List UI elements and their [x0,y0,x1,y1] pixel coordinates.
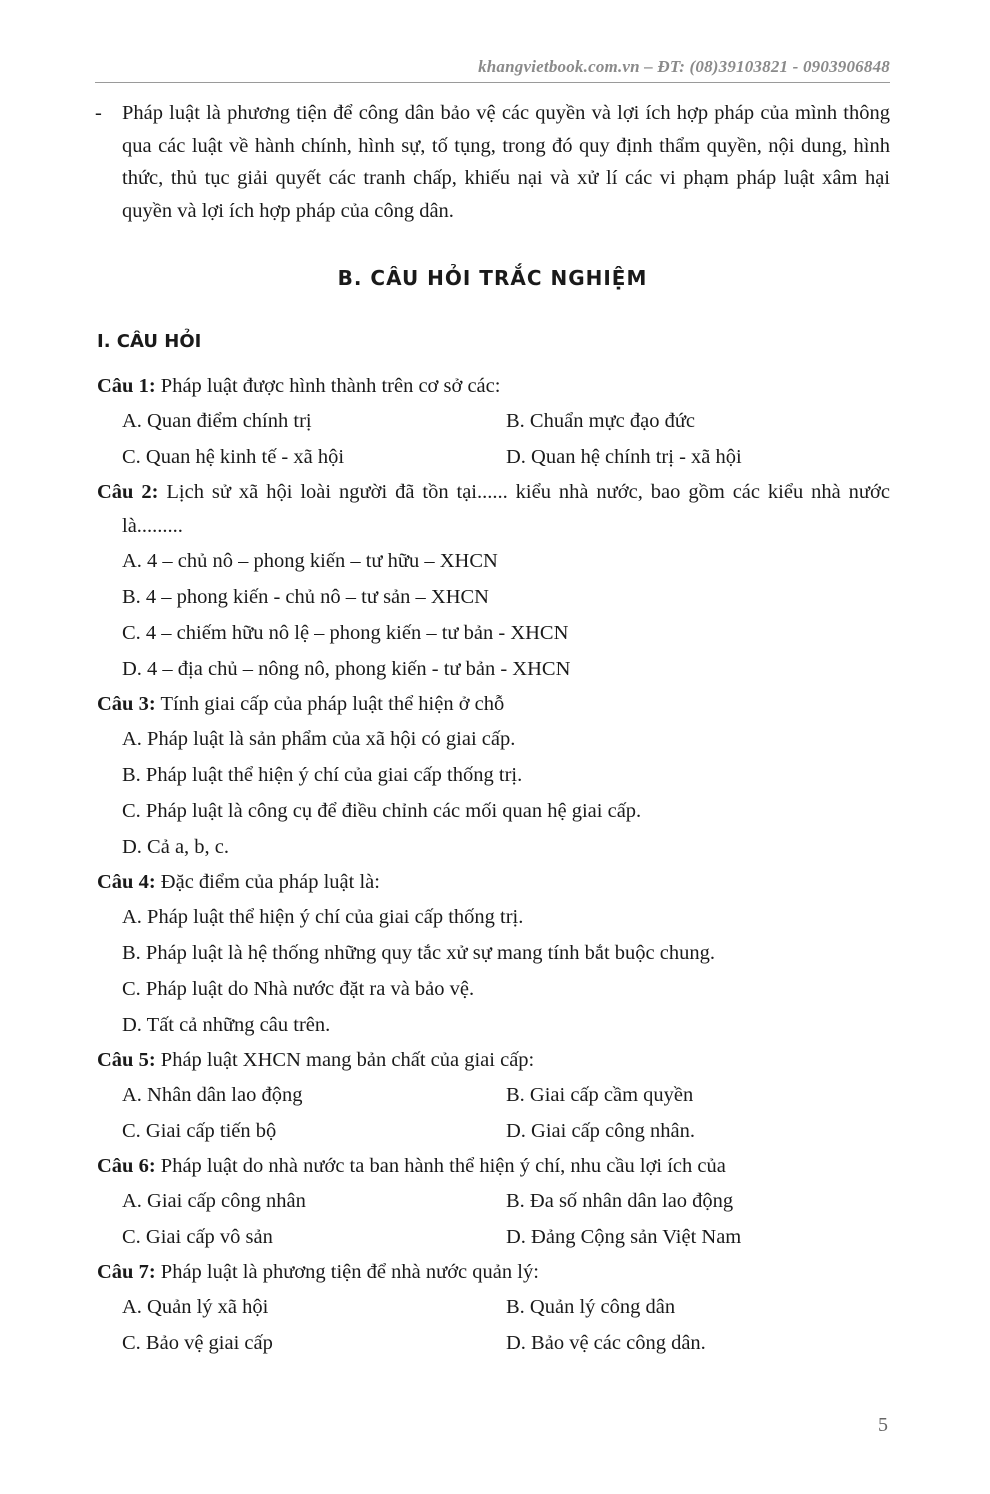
question-prompt [97,475,890,543]
page-header: khangvietbook.com.vn – ĐT: (08)39103821 - 0903906848 [478,57,890,76]
question-prompt [97,865,890,899]
question-7 [97,1255,890,1361]
question-text: Lịch sử xã hội loài người đã tồn tại...... kiểu nhà nước, bao gồm các kiểu nhà nước là......... [122,481,890,537]
question-3 [97,687,890,865]
question-label: Câu 5: [97,1049,156,1071]
option-c: C. Giai cấp tiến bộ [122,1120,277,1142]
option-a: A. 4 – chủ nô – phong kiến – tư hữu – XHCN [122,550,498,572]
option-c: C. Pháp luật do Nhà nước đặt ra và bảo vệ. [122,978,475,1000]
question-2 [97,475,890,687]
option-a: A. Pháp luật thể hiện ý chí của giai cấp thống trị. [122,906,524,928]
option-a: A. Nhân dân lao động [122,1084,303,1106]
option-d: D. Tất cả những câu trên. [122,1014,331,1036]
option-d: D. 4 – địa chủ – nông nô, phong kiến - tư bản - XHCN [122,658,571,680]
question-label: Câu 3: [97,693,156,715]
option-b: B. Chuẩn mực đạo đức [506,410,696,432]
intro-text: Pháp luật là phương tiện để công dân bảo vệ các quyền và lợi ích hợp pháp của mình thông qua các luật về hành chính, hình sự, tố tụng, trong đó quy định thẩm quyền, nội dung, hình thức, thủ tục giải quyết các tranh chấp, khiếu nại và xử lí các vi phạm pháp luật xâm hại quyền và lợi ích hợp pháp của công dân. [122,102,890,222]
question-4 [97,865,890,1043]
question-list [97,369,890,1361]
options [97,1183,890,1255]
question-text: Tính giai cấp của pháp luật thể hiện ở chỗ [160,693,505,715]
option-b: B. Đa số nhân dân lao động [506,1190,734,1212]
page-number: 5 [878,1414,888,1436]
option-b: B. 4 – phong kiến - chủ nô – tư sản – XHCN [122,586,489,608]
question-prompt [97,687,890,721]
bullet-dash: - [95,102,102,124]
option-a: A. Quan điểm chính trị [122,410,312,432]
options [97,543,890,687]
question-label: Câu 1: [97,375,156,397]
option-d: D. Bảo vệ các công dân. [506,1332,706,1354]
options [97,721,890,865]
question-prompt [97,1149,890,1183]
question-prompt [97,1255,890,1289]
subheading: I. CÂU HỎI [97,331,202,352]
option-b: B. Pháp luật thể hiện ý chí của giai cấp thống trị. [122,764,523,786]
question-5 [97,1043,890,1149]
question-prompt [97,369,890,403]
question-6 [97,1149,890,1255]
option-c: C. 4 – chiếm hữu nô lệ – phong kiến – tư bản - XHCN [122,622,569,644]
options [97,899,890,1043]
options [97,1077,890,1149]
question-prompt [97,1043,890,1077]
option-b: B. Quản lý công dân [506,1296,676,1318]
intro-paragraph [95,97,890,227]
question-label: Câu 2: [97,481,159,503]
option-d: D. Quan hệ chính trị - xã hội [506,446,742,468]
option-c: C. Giai cấp vô sản [122,1226,273,1248]
option-d: D. Giai cấp công nhân. [506,1120,695,1142]
option-b: B. Giai cấp cầm quyền [506,1084,694,1106]
option-b: B. Pháp luật là hệ thống những quy tắc xử sự mang tính bắt buộc chung. [122,942,716,964]
question-label: Câu 7: [97,1261,156,1283]
header-divider [95,82,890,83]
question-label: Câu 6: [97,1155,156,1177]
question-text: Pháp luật là phương tiện để nhà nước quản lý: [160,1261,539,1283]
option-c: C. Pháp luật là công cụ để điều chỉnh các mối quan hệ giai cấp. [122,800,642,822]
question-text: Pháp luật do nhà nước ta ban hành thể hiện ý chí, nhu cầu lợi ích của [160,1155,726,1177]
question-text: Đặc điểm của pháp luật là: [160,871,380,893]
question-label: Câu 4: [97,871,156,893]
question-text: Pháp luật XHCN mang bản chất của giai cấp: [160,1049,535,1071]
option-a: A. Giai cấp công nhân [122,1190,306,1212]
option-c: C. Bảo vệ giai cấp [122,1332,273,1354]
option-a: A. Pháp luật là sản phẩm của xã hội có giai cấp. [122,728,516,750]
question-1 [97,369,890,475]
options [97,1289,890,1361]
option-d: D. Đảng Cộng sản Việt Nam [506,1226,742,1248]
option-a: A. Quản lý xã hội [122,1296,269,1318]
option-d: D. Cả a, b, c. [122,836,230,858]
option-c: C. Quan hệ kinh tế - xã hội [122,446,345,468]
question-text: Pháp luật được hình thành trên cơ sở các: [160,375,501,397]
section-title: B. CÂU HỎI TRẮC NGHIỆM [337,266,648,290]
options [97,403,890,475]
